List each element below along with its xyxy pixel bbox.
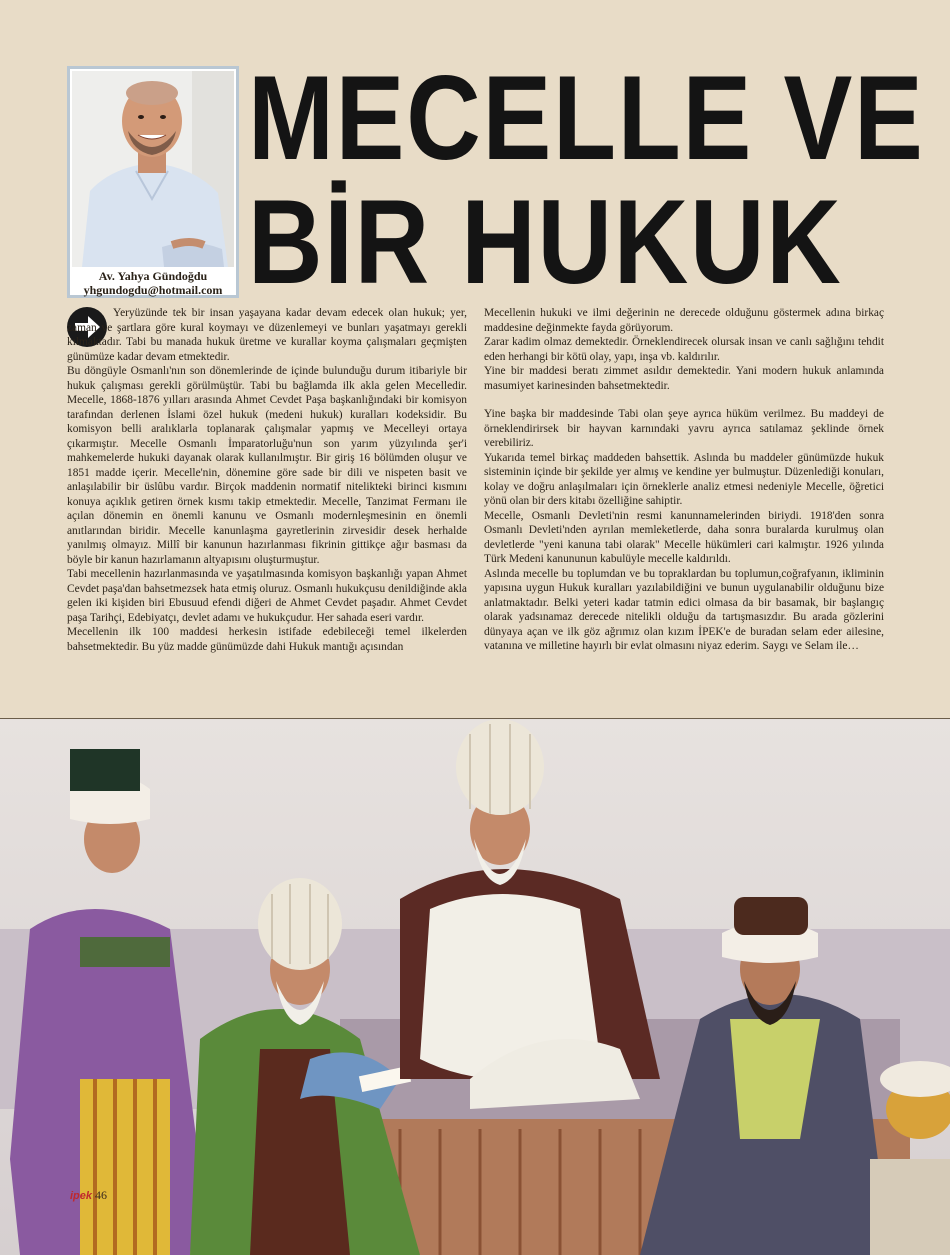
article-column-left — [67, 306, 467, 654]
paragraph: Mecellenin hukuki ve ilmi değerinin ne derecede olduğunu göstermek adına birkaç maddesine değinmekte fayda görüyorum. — [484, 307, 884, 334]
paragraph: Mecelle, Osmanlı Devleti'nin resmi kanunnamelerinden biriydi. 1918'den sonra Osmanlı Devleti'nden ayrılan memleketlerde, daha sonra buralarda kurulmuş olan devletlerde "yeni kanuna tabi olarak" Mecelle hükümleri cari kalmıştır. 1926 yılında Türk Medeni kanununun kabulüyle mecelle kaldırıldı. — [484, 509, 884, 565]
author-photo — [72, 71, 234, 267]
paragraph: Bu döngüyle Osmanlı'nın son dönemlerinde de içinde bulunduğu durum itibariyle bir hukuk çalışması gerekli görülmüştür. Tabi bu bağlamda ilk akla gelen Mecelledir. Mecelle, 1868-1876 yılları arasında Ahmet Cevdet Paşa başkanlığındaki bir komisyon tarafından derlenen İslami özel hukuk (medeni hukuk) kuralları kodeksidir. Bu komisyon belli aralıklarla toplanarak çalışmalar yapmış ve Mecelleyi ortaya çıkarmıştır. Mecelle Osmanlı İmparatorluğu'nun son yarım yüzyılında şer'i mahkemelerde hukuki dayanak olarak kullanılmıştır. Bir giriş 16 bölümden oluşur ve 1851 madde içerir. Mecelle'nin, dönemine göre sade bir dili ve nispeten basit ve anlaşılabilir bir üslûbu vardır. Birçok maddenin normatif nitelikteki birinci kısmını konuya açıklık getiren örnek kısmı takip etmektedir. Mecelle, Tanzimat Fermanı ile açılan dönemin en önemli kanunu ve Osmanlı modernleşmesinin en önemli anıtlarından biridir. Mecelle kanunlaşma gayretlerinin zirvesidir desek herhalde yanılmış olmayız. Millî bir kanunun hazırlanması fikrinin gittikçe ağır basması da böyle bir kanun hazırlamanın altyapısını oluşturmuştur. — [67, 365, 467, 566]
page-footer — [70, 1188, 107, 1203]
article-title — [248, 51, 925, 309]
paragraph: Mecellenin ilk 100 maddesi herkesin istifade edebileceği temel ilkelerden bahsetmektedir. Bu yüz madde günümüzde dahi Hukuk mantığı açısından — [67, 626, 467, 653]
author-photo-frame — [67, 66, 239, 298]
article-column-right — [484, 306, 884, 654]
paragraph: Tabi mecellenin hazırlanmasında ve yaşatılmasında komisyon başkanlığı yapan Ahmet Cevdet paşa'dan bahsetmezsek hata etmiş oluruz. Osmanlı hukukçusu denildiğinde akla gelen iki kişiden biri Ebusuud efendi diğeri de Ahmet Cevdet paşadır. Ahmet Cevdet paşa Tarihçi, Edebiyatçı, devlet adamı ve hukukçudur. Her sahada eseri vardır. — [67, 568, 467, 624]
author-portrait-image — [72, 71, 234, 267]
author-name: Av. Yahya Gündoğdu — [98, 269, 208, 283]
paragraph: Yine bir maddesi beratı zimmet asıldır demektedir. Yani modern hukuk anlamında masumiyet karinesinden bahsetmektedir. — [484, 365, 884, 392]
paragraph: Zarar kadim olmaz demektedir. Örneklendirecek olursak insan ve canlı sağlığını tehdit eden herhangi bir kötü olay, yapı, inşa vb. kaldırılır. — [484, 336, 884, 363]
paragraph: Yukarıda temel birkaç maddeden bahsettik. Aslında bu maddeler günümüzde hukuk sisteminin içinde bir şekilde yer almış ve kendine yer bulmuştur. Düzenlediği konuları, kolay ve doğru anlaşılmaları için örneklerle analiz etmesi nedeniyle Mecelle, öğretici yönü olan bir ders kitabı özelliğine sahiptir. — [484, 451, 884, 507]
ottoman-scholars-illustration — [0, 718, 950, 1255]
paragraph: Yine başka bir maddesinde Tabi olan şeye ayrıca hüküm verilmez. Bu maddeyi de örneklendirirsek bir hayvan karnındaki yavru ayrıca satılamaz şeklinde örnek verebiliriz. — [484, 408, 884, 449]
paragraph: Yeryüzünde tek bir insan yaşayana kadar devam edecek olan hukuk; yer, zaman ve şartlara göre kural koymayı ve düzenlemeyi ve bunları yaşatmayı gerekli kılmaktadır. Tabi bu manada hukuk üretme ve kurallar koyma çalışmaları geçmişten günümüze kadar devam etmektedir. — [67, 307, 467, 363]
author-email: yhgundogdu@hotmail.com — [83, 283, 223, 297]
magazine-logo: ipek — [70, 1190, 93, 1202]
article-title-line-2: BİR HUKUK — [248, 175, 843, 309]
paragraph: Aslında mecelle bu toplumdan ve bu topraklardan bu toplumun,coğrafyanın, ikliminin yapısına uygun Hukuk kuralları yazılabildiğini ve bunun uygulanabilir olduğunu bize anlatmaktadır. Belki yeteri kadar tatmin edici olmasa da bir basamak, bir başlangıç olarak yadsınamaz derecede nitelikli olduğu da tartışmasızdır. Bu arada gözlerini dünyaya açan ve ilk göz ağrımız olan kızım İPEK'e de buradan selam eder ailesine, vatanına ve milletine hayırlı bir evlat olmasını niyaz ederim. Saygı ve Selam ile… — [484, 567, 884, 652]
article-title-line-1: MECELLE VE — [248, 51, 925, 185]
paragraph-spacer — [484, 393, 884, 407]
page-number: 46 — [95, 1188, 108, 1202]
